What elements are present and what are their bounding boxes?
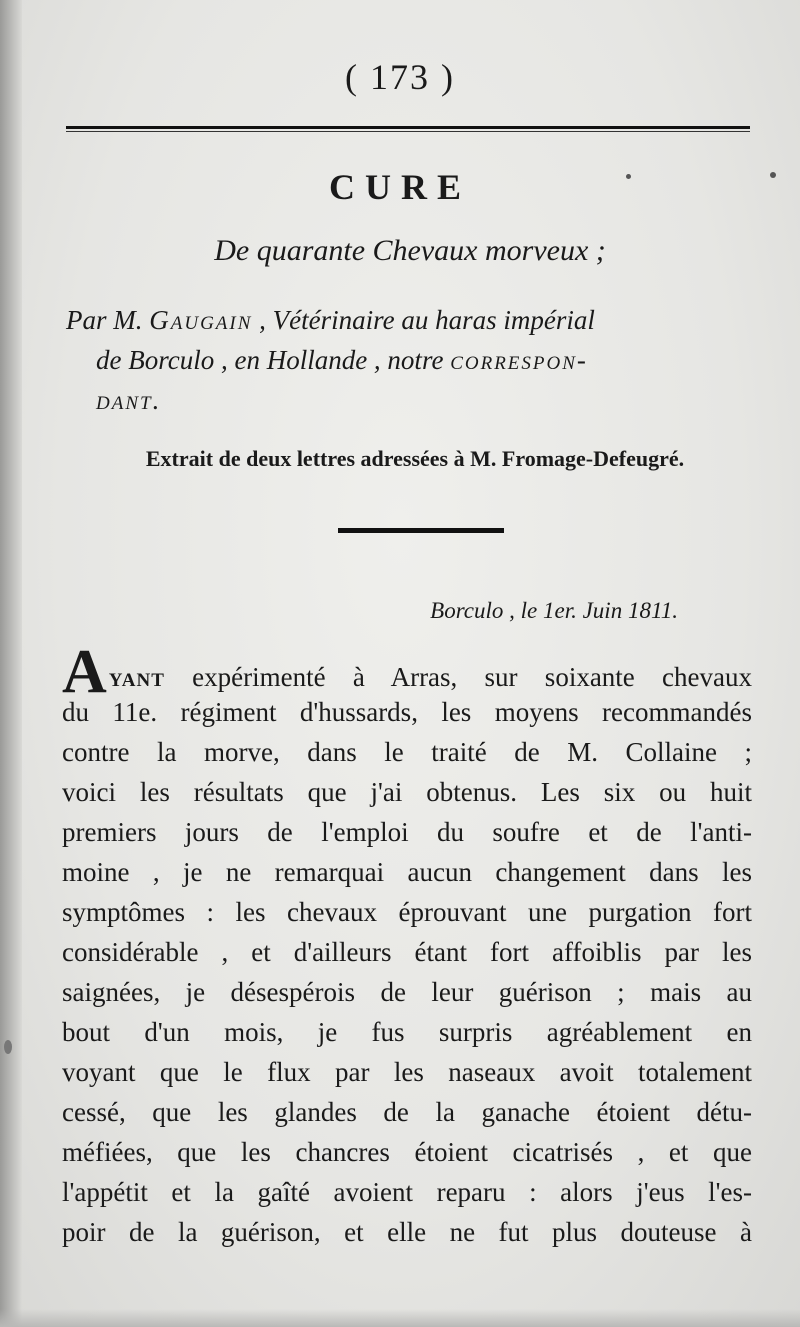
byline-prefix: Par M. [66,305,150,335]
body-paragraph [62,638,752,1252]
section-rule [338,528,504,533]
body-line: premiers jours de l'emploi du soufre et de l'anti- [62,817,752,847]
extract-note: Extrait de deux lettres adressées à M. Fromage-Defeugré. [145,446,685,471]
body-line-text: expérimenté à Arras, sur soixante chevaux [164,662,752,692]
first-word-rest: yant [108,662,165,692]
body-line: voici les résultats que j'ai obtenus. Les six ou huit [62,777,752,807]
article-subtitle: De quarante Chevaux morveux ; [214,234,606,267]
body-line: du 11e. régiment d'hussards, les moyens recommandés [62,697,752,727]
author-name: Gaugain [149,305,253,335]
body-line: symptômes : les chevaux éprouvant une purgation fort [62,897,752,927]
body-line: contre la morve, dans le traité de M. Collaine ; [62,737,752,767]
scan-speck [626,174,631,179]
scan-speck [770,172,776,178]
body-line: méfiées, que les chancres étoient cicatrisés , et que [62,1137,752,1167]
header-rule [66,126,750,132]
dateline: Borculo , le 1er. Juin 1811. [430,598,678,623]
page-number: ( 173 ) [345,57,455,97]
scan-speck [4,1040,12,1054]
body-line: poir de la guérison, et elle ne fut plus douteuse à [62,1217,752,1247]
body-line: moine , je ne remarquai aucun changement dans les [62,857,752,887]
byline-location: de Borculo , en Hollande , notre [96,345,451,375]
byline-correspondent: correspon- [450,345,588,375]
body-line: considérable , et d'ailleurs étant fort affoiblis par les [62,937,752,967]
byline [66,300,766,420]
byline-line-3 [66,380,766,420]
article-title: CURE [328,167,471,207]
drop-cap: A [62,638,107,706]
byline-line-2 [66,340,766,380]
body-line: l'appétit et la gaîté avoient reparu : alors j'eus l'es- [62,1177,752,1207]
byline-line-1 [66,300,766,340]
body-line [62,638,752,706]
body-line: voyant que le flux par les naseaux avoit totalement [62,1057,752,1087]
body-line: cessé, que les glandes de la ganache étoient détu- [62,1097,752,1127]
byline-title: , Vétérinaire au haras impérial [252,305,595,335]
byline-correspondent-end: dant. [96,385,162,415]
body-line: saignées, je désespérois de leur guérison ; mais au [62,977,752,1007]
body-line: bout d'un mois, je fus surpris agréablement en [62,1017,752,1047]
bottom-edge-shadow [0,1309,800,1327]
